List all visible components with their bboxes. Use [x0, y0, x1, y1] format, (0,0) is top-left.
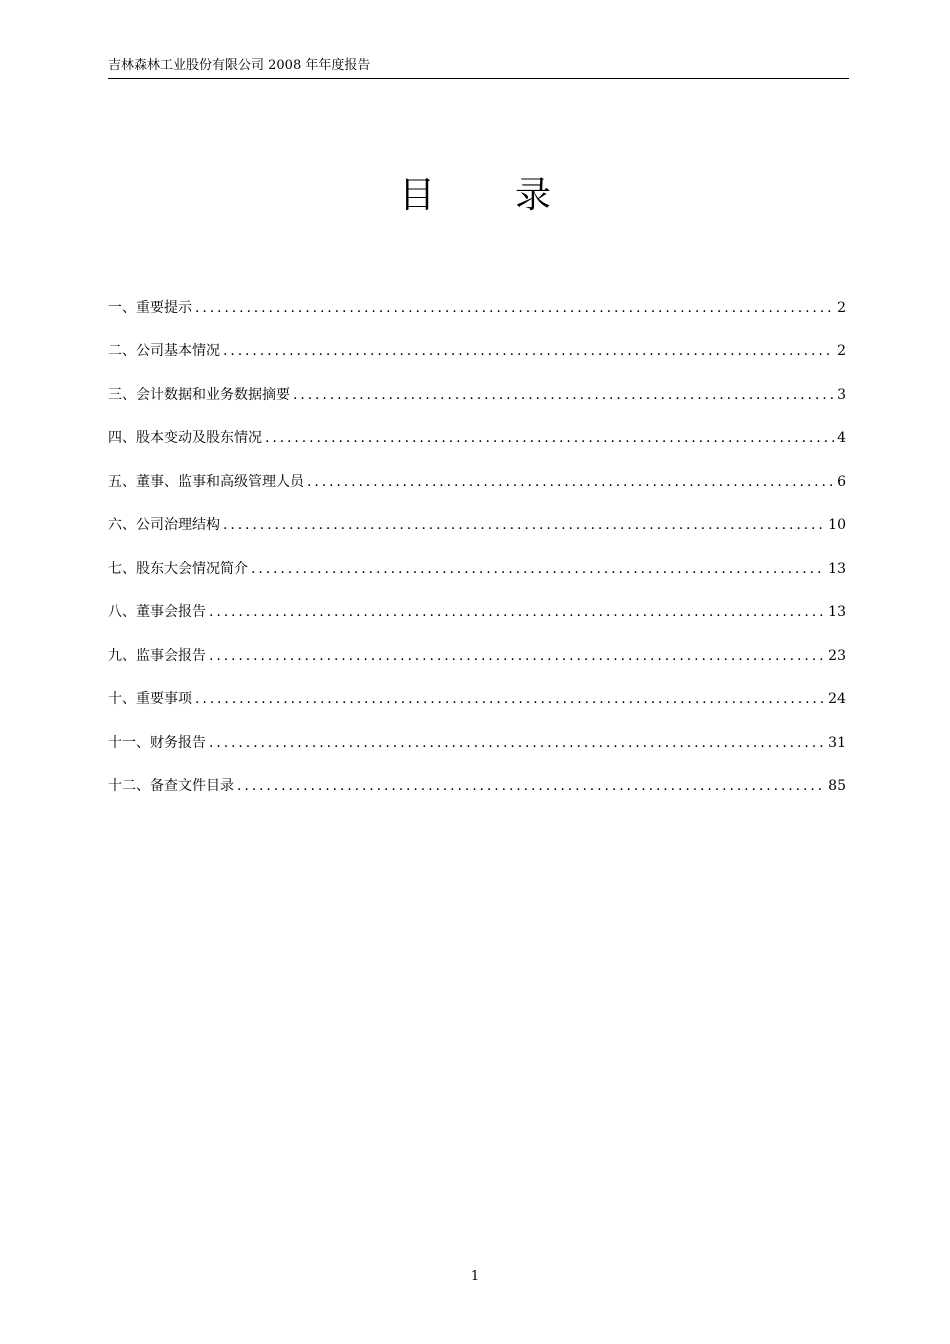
toc-dot-leader: [209, 644, 825, 668]
toc-entry-label: 十一、财务报告: [108, 734, 206, 751]
toc-dot-leader: [209, 731, 825, 755]
toc-entry-company-profile[interactable]: [108, 320, 846, 364]
toc-dot-leader: [237, 774, 825, 798]
toc-entry-page: 2: [837, 299, 846, 316]
page-title-char-2: 录: [514, 175, 551, 216]
page-title-char-1: 目: [398, 175, 435, 216]
toc-entry-share-capital[interactable]: [108, 407, 846, 451]
toc-entry-page: 13: [828, 560, 846, 577]
toc-entry-label: 八、董事会报告: [108, 604, 206, 620]
toc-dot-leader: [265, 426, 834, 450]
page-title: [0, 172, 950, 220]
page-number: 1: [470, 1269, 480, 1284]
toc-entry-label: 三、会计数据和业务数据摘要: [108, 386, 290, 403]
toc-entry-label: 一、重要提示: [108, 299, 192, 316]
toc-entry-label: 四、股本变动及股东情况: [108, 430, 262, 446]
toc-dot-leader: [293, 383, 834, 407]
toc-entry-label: 九、监事会报告: [108, 647, 206, 664]
toc-entry-label: 十、重要事项: [108, 691, 192, 707]
toc-entry-page: 24: [828, 691, 846, 707]
running-header: [108, 58, 849, 79]
toc-entry-financial-summary[interactable]: [108, 363, 846, 407]
toc-dot-leader: [223, 339, 834, 363]
table-of-contents: [108, 276, 846, 798]
toc-entry-label: 十二、备查文件目录: [108, 778, 234, 794]
toc-dot-leader: [307, 470, 834, 494]
toc-entry-shareholder-meetings[interactable]: [108, 537, 846, 581]
toc-entry-page: 3: [837, 386, 846, 403]
toc-entry-supervisory-report[interactable]: [108, 624, 846, 668]
toc-entry-page: 13: [828, 604, 846, 620]
toc-entry-reference-documents[interactable]: [108, 755, 846, 799]
toc-entry-board-report[interactable]: [108, 581, 846, 625]
toc-entry-page: 4: [837, 430, 846, 446]
toc-entry-label: 五、董事、监事和高级管理人员: [108, 473, 304, 490]
toc-dot-leader: [195, 687, 825, 711]
toc-dot-leader: [223, 513, 825, 537]
toc-dot-leader: [251, 557, 825, 581]
toc-entry-label: 六、公司治理结构: [108, 517, 220, 533]
toc-entry-page: 85: [828, 778, 846, 794]
toc-entry-page: 31: [828, 734, 846, 751]
toc-entry-page: 6: [837, 473, 846, 490]
toc-entry-label: 七、股东大会情况简介: [108, 560, 248, 577]
toc-entry-label: 二、公司基本情况: [108, 343, 220, 359]
toc-entry-directors[interactable]: [108, 450, 846, 494]
toc-entry-page: 2: [837, 343, 846, 359]
running-header-title: 吉林森林工业股份有限公司 2008 年年度报告: [108, 58, 371, 73]
toc-entry-page: 23: [828, 647, 846, 664]
toc-entry-page: 10: [828, 517, 846, 533]
toc-entry-governance[interactable]: [108, 494, 846, 538]
toc-dot-leader: [195, 296, 834, 320]
toc-entry-important-notice[interactable]: [108, 276, 846, 320]
toc-entry-major-matters[interactable]: [108, 668, 846, 712]
toc-dot-leader: [209, 600, 825, 624]
toc-entry-financial-report[interactable]: [108, 711, 846, 755]
